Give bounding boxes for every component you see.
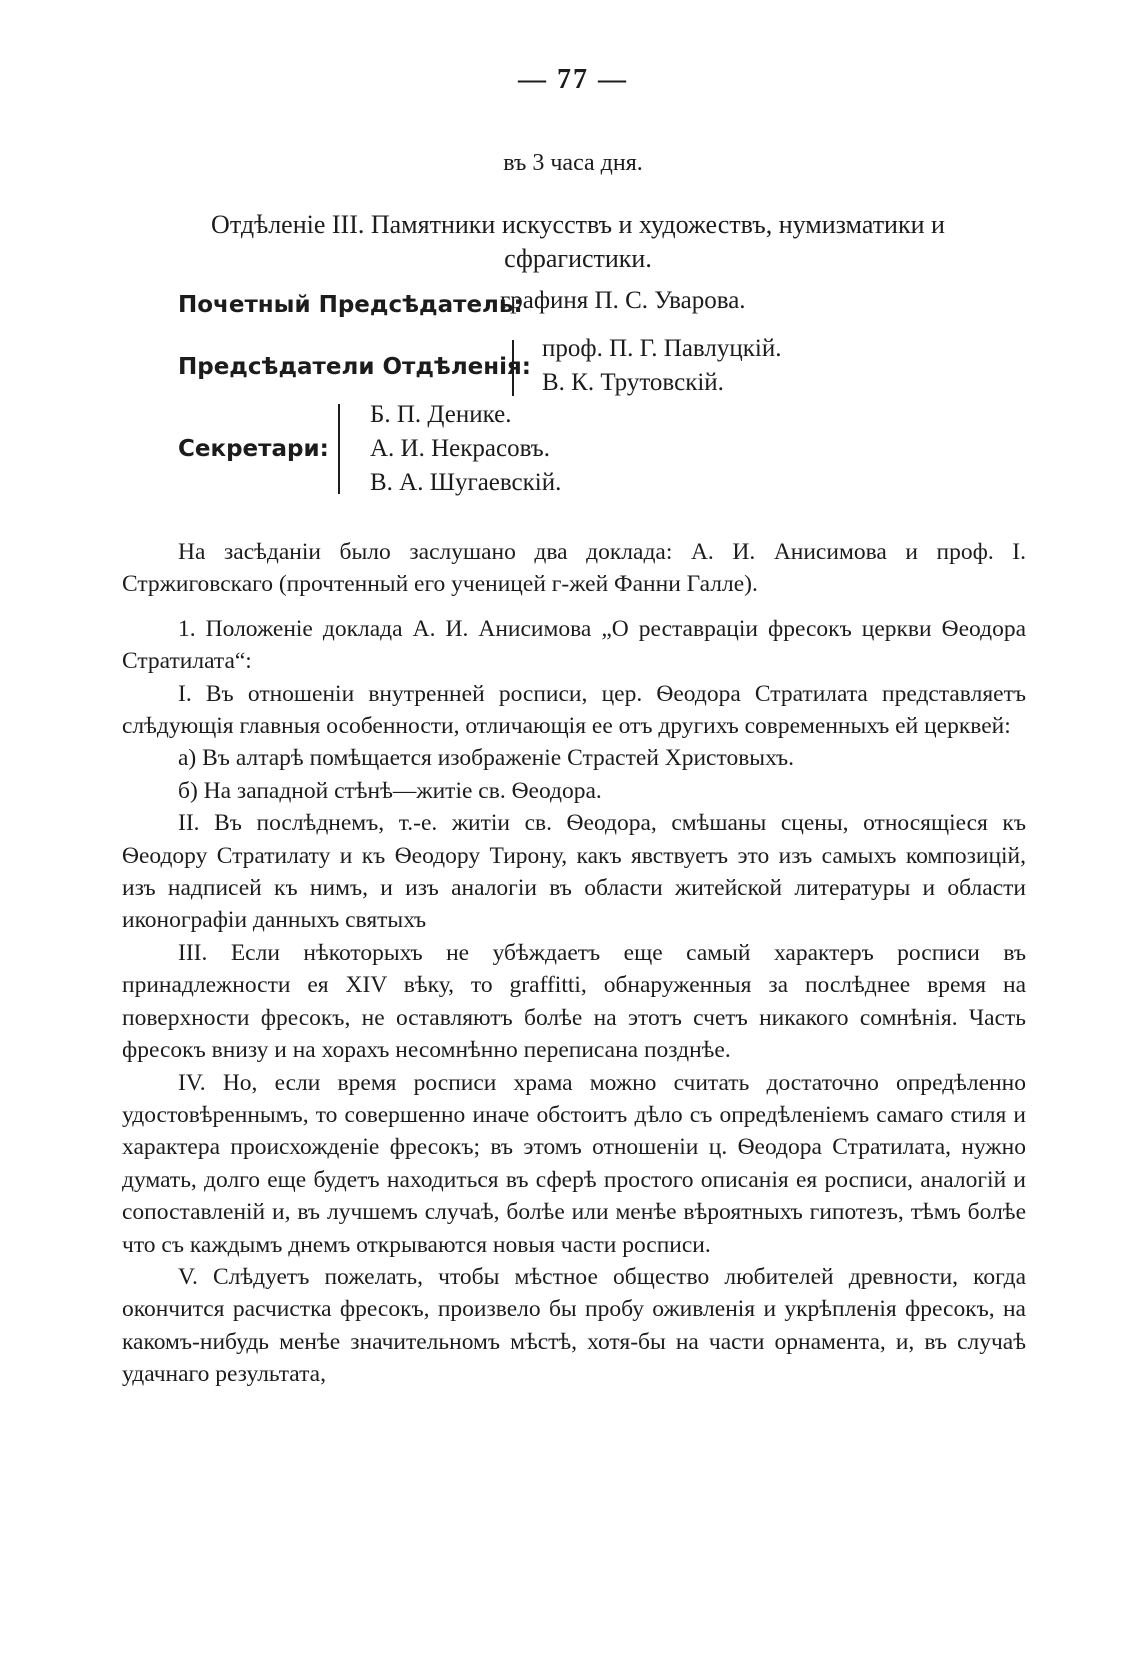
paragraph: б) На западной стѣнѣ—житіе св. Ѳеодора. [178,777,602,804]
paragraph: I. Въ отношеніи внутренней росписи, цер. Ѳеодора Стратилата представляетъ слѣдующія главныя особенности, отличающія ее отъ другихъ современныхъ ей церквей: [122,680,1026,740]
paragraph: На засѣданіи было заслушано два доклада: А. И. Анисимова и проф. I. Стржиговскаго (прочтенный его ученицей г-жей Фанни Галле). [122,539,1026,598]
paragraph: V. Слѣдуетъ пожелать, чтобы мѣстное общество любителей древности, когда окончится расчистка фресокъ, произвело бы пробу оживленія и укрѣпленія фресокъ, на какомъ-нибудь менѣе значительномъ мѣстѣ, хотя-бы на части орнамента, и, въ случаѣ удачнаго результата, [122,1263,1026,1388]
page-number: — 77 — [518,64,628,95]
section-heading [148,208,1008,276]
chairs-label: Предсѣдатели Отдѣленія: [178,354,532,380]
paragraph: а) Въ алтарѣ помѣщается изображеніе Страстей Христовыхъ. [178,745,794,772]
meeting-time: въ 3 часа дня. [503,150,643,176]
paragraph: III. Если нѣкоторыхъ не убѣждаетъ еще самый характеръ росписи въ принадлежности ея XIV вѣку, то graffitti, обнаруженныя за послѣднее время на поверхности фресокъ, не оставляютъ болѣе на этотъ счетъ никакого сомнѣнія. Часть фресокъ внизу и на хорахъ несомнѣнно переписана позднѣе. [122,939,1026,1064]
chairs-list [542,332,781,400]
secretaries-brace [338,404,350,494]
paragraph: 1. Положеніе доклада А. И. Анисимова „О реставраціи фресокъ церкви Ѳеодора Стратилата“: [122,615,1026,675]
body-text [122,536,1026,1391]
chairs-brace [512,340,524,396]
secretary-name: Б. П. Денике. [370,401,512,428]
section-heading-line: сфрагистики. [504,244,652,273]
paragraph: IV. Но, если время росписи храма можно считать достаточно опредѣленно удостовѣреннымъ, то совершенно иначе обстоитъ дѣло съ опредѣленіемъ самаго стиля и характера происхожденіе фресокъ; въ этомъ отношеніи ц. Ѳеодора Стратилата, нужно думать, долго еще будетъ находиться въ сферѣ простого описанія ея росписи, аналогій и сопоставленій и, въ лучшемъ случаѣ, болѣе или менѣе вѣроятныхъ гипотезъ, тѣмъ болѣе что съ каждымъ днемъ открываются новыя части росписи. [122,1069,1026,1258]
secretaries-label: Секретари: [178,436,329,462]
secretaries-list [370,398,561,500]
honorary-chair-label: Почетный Предсѣдатель: [178,292,523,318]
honorary-chair-value [500,284,746,318]
secretary-name: А. И. Некрасовъ. [370,435,550,462]
paragraph: II. Въ послѣднемъ, т.-е. житіи св. Ѳеодора, смѣшаны сцены, относящіеся къ Ѳеодору Стратилату и къ Ѳеодору Тирону, какъ явствуетъ это изъ самыхъ композицій, изъ надписей къ нимъ, и изъ аналогіи въ области житейской литературы и области иконографіи данныхъ святыхъ [122,810,1026,934]
chair-name: проф. П. Г. Павлуцкій. [542,335,782,362]
honorary-chair-name: графиня П. С. Уварова. [500,287,746,314]
secretary-name: В. А. Шугаевскій. [370,469,562,496]
chair-name: В. К. Трутовскій. [542,369,724,396]
section-heading-line: Отдѣленіе III. Памятники искусствъ и художествъ, нумизматики и [211,210,945,239]
